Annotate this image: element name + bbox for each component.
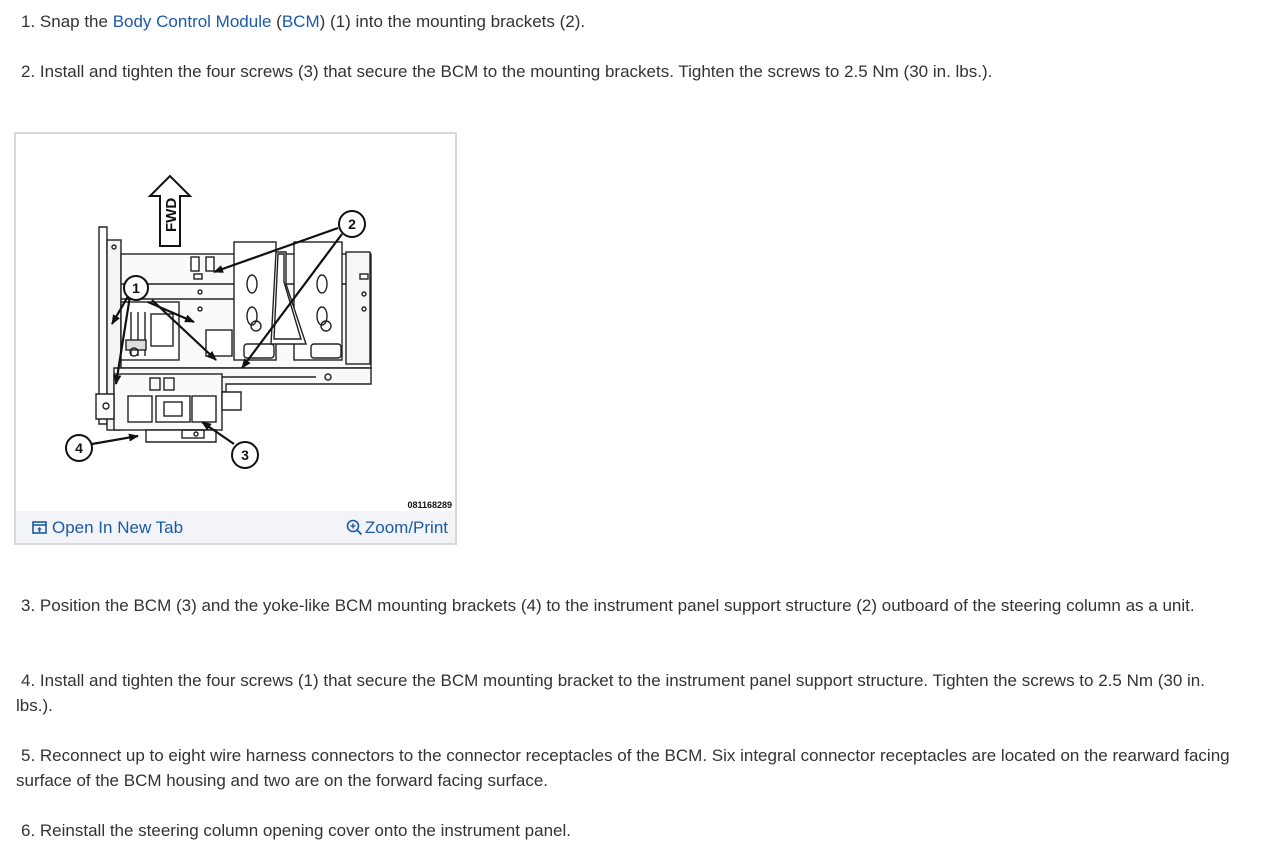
step-5-content: 5. Reconnect up to eight wire harness connectors to the connector receptacles of the BCM. Six integral connector receptacles are located on the rearward facing surface of the BCM housing and two are on the forward facing surface. — [16, 746, 1230, 790]
zoom-print-button[interactable] — [346, 515, 448, 539]
open-in-new-tab-label: Open In New Tab — [52, 517, 184, 537]
step-1-prefix: 1. Snap the — [21, 12, 113, 31]
bcm-installation-figure — [14, 132, 457, 545]
step-3-text — [16, 593, 1246, 618]
body-control-module-link[interactable]: Body Control Module — [112, 12, 272, 31]
callout-1-label: 1 — [132, 280, 140, 296]
open-in-new-tab-button[interactable] — [32, 515, 183, 539]
step-4-text — [16, 668, 1246, 718]
callout-4-label: 4 — [75, 440, 83, 456]
fwd-arrow-icon — [150, 176, 190, 246]
callout-2 — [339, 211, 365, 237]
bcm-diagram — [16, 134, 455, 511]
callout-2-label: 2 — [348, 216, 356, 232]
zoom-in-icon — [346, 519, 363, 536]
bcm-assembly-drawing — [96, 227, 371, 442]
step-6-content: 6. Reinstall the steering column opening cover onto the instrument panel. — [21, 821, 571, 840]
step-2-text: 2. Install and tighten the four screws (3) that secure the BCM to the mounting brackets. Tighten the screws to 2.5 Nm (30 in. lbs.). — [21, 62, 993, 81]
callout-1 — [124, 276, 148, 300]
bcm-link[interactable]: BCM — [281, 12, 320, 31]
step-3-content: 3. Position the BCM (3) and the yoke-like BCM mounting brackets (4) to the instrument panel support structure (2) outboard of the steering column as a unit. — [21, 596, 1195, 615]
step-1-suffix: ) (1) into the mounting brackets (2). — [319, 12, 586, 31]
step-5-text — [16, 743, 1246, 793]
figure-code: 081168289 — [407, 500, 452, 510]
step-4-content: 4. Install and tighten the four screws (1) that secure the BCM mounting bracket to the instrument panel support structure. Tighten the screws to 2.5 Nm (30 in. lbs.). — [16, 671, 1205, 715]
zoom-print-label: Zoom/Print — [364, 517, 448, 537]
callout-3 — [232, 442, 258, 468]
step-1-mid: ( — [271, 12, 282, 31]
figure-toolbar — [16, 511, 455, 543]
callout-4 — [66, 435, 92, 461]
fwd-label: FWD — [163, 197, 180, 232]
callout-3-label: 3 — [241, 447, 249, 463]
step-6-text — [16, 818, 1246, 843]
step-1-text — [21, 9, 1251, 34]
open-in-new-tab-icon — [32, 520, 47, 535]
